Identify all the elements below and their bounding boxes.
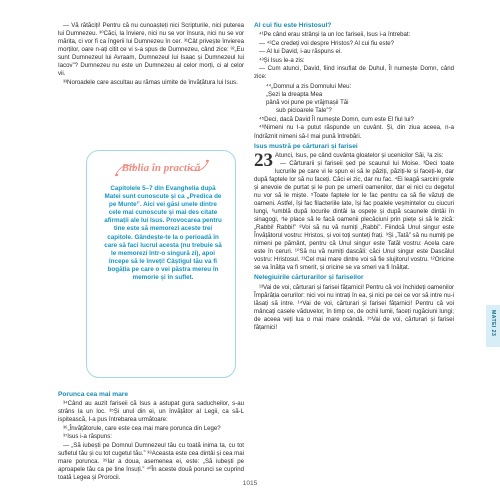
paragraph: ⁴³Și Isus le-a zis: — [259, 56, 305, 64]
paragraph: — „Să iubești pe Domnul Dumnezeul tău cu toată inima ta, cu tot sufletul tău și cu tot cugetul tău.” ³⁸Aceasta este cea dintâi și cea mai mare porunca. ³⁹Iar a doua, asemenea ei, este: „Să iubești pe aproapele tău ca pe tine însuți.” ⁴⁰În aceste două porunci se cuprind toată Legea și Prorocii. — [58, 441, 244, 481]
section-heading: Al cui fiu este Hristosul? — [254, 22, 332, 29]
poem-line: sub picioarele Tale”? — [276, 106, 332, 114]
paragraph: ⁴⁶Nimeni nu I-a putut răspunde un cuvânt. Și, din ziua aceea, n-a îndrăznit nimeni să-I mai pună întrebări. — [254, 124, 454, 140]
right-column — [254, 22, 454, 332]
left-column-section — [58, 389, 244, 482]
left-column — [58, 22, 244, 87]
paragraph: ⁴¹Pe când erau strânși la un loc fariseii, Isus i-a întrebat: — [259, 31, 411, 39]
chapter-text: Atunci, Isus, pe când cuvânta gloatelor și ucenicilor Săi, ²a zis: — [275, 151, 444, 159]
paragraph: — Al lui David, i-au răspuns ei. — [259, 48, 342, 56]
side-tab-label: MATEI 23 — [490, 309, 496, 337]
page-number: 1015 — [242, 480, 258, 487]
flourish-icon — [113, 156, 211, 180]
box-title: Biblia în practică — [121, 162, 201, 174]
box-header — [87, 156, 235, 180]
poem-line: „Șezi la dreapta Mea — [266, 90, 323, 98]
poem-line: ⁴⁴„Domnul a zis Domnului Meu: — [266, 82, 352, 90]
paragraph: — ⁴²Ce credeți voi despre Hristos? Al cui fiu este? — [259, 39, 395, 47]
paragraph: ³⁶„Învățătorule, care este cea mai mare porunca din Lege? — [63, 424, 221, 432]
paragraph: — Vă rătăciți! Pentru că nu cunoașteți nici Scripturile, nici puterea lui Dumnezeu. ³⁰Căci, la înviere, nici nu se vor însura, nici nu se vor mărita, ci vor fi ca îngerii lui Dumnezeu în cer. ³¹Cât privește învierea morților, oare n-ați citit ce vi s-a spus de Dumnezeu, când zice: ³²„Eu sunt Dumnezeul lui Avraam, Dumnezeul lui Isaac și Dumnezeul lui Iacov”? Dumnezeu nu este un Dumnezeu al celor morți, ci al celor vii. — [58, 22, 244, 78]
box-text: Capitolele 5–7 din Evanghelia după Matei sunt cunoscute și ca „Predica de pe Munte”. Aici vei găsi unele dintre cele mai cunoscute și mai des citate afirmații ale lui Isus. Provocarea pentru tine este să memorezi aceste trei capitole. Gândește-te la o perioadă în care să faci lucrul acesta (nu trebuie să le memorezi într-o singură zi), apoi începe să le înveți! Câștigul tău va fi bogăția pe care o vei păstra mereu în memorie și în suflet. — [104, 185, 222, 282]
section-heading: Nelegiuirile cărturarilor și fariseilor — [254, 274, 364, 282]
paragraph: — Cum atunci, David, fiind insuflat de Duhul, Îl numește Domn, când zice: — [254, 64, 454, 80]
chapter-start — [254, 149, 454, 171]
poem-line: până voi pune pe vrăjmașii Tăi — [266, 98, 349, 106]
paragraph: ³³Noroadele care ascultau au rămas uimite de învățătura lui Isus. — [63, 78, 238, 86]
section-heading: Porunca cea mai mare — [58, 391, 129, 398]
paragraph: ³⁷Isus i-a răspuns: — [63, 433, 112, 441]
section-heading: Isus mustră pe cărturari și farisei — [254, 142, 358, 150]
paragraph: — Cărturarii și fariseii șed pe scaunul lui Moise. ³Deci toate lucrurile pe care vi le spun ei să le păziți, păziți-le și faceți-le, dar după faptele lor să nu faceți. Căci ei zic, dar nu fac. ⁴Ei leagă sarcini grele și anevoie de purtat și le pun pe umerii oamenilor, dar ei nici cu degetul nu vor să le miște. ⁵Toate faptele lor le fac pentru ca să fie văzuți de oameni. Astfel, își fac filacteriile late, își fac poalele veșmintelor cu ciucuri lungi, ⁶umblă după locurile dintâi la ospețe și după scaunele dintâi în sinagogi, ⁷le place să le facă oamenii plecăciuni prin piețe și să le zică: „Rabbi! Rabbi!” ⁸Voi să nu vă numiți „Rabbi”. Fiindcă Unul singur este Învățătorul vostru: Hristos, și voi toți sunteți frați. ⁹Și „Tată” să nu numiți pe nimeni pe pământ, pentru că Unul singur este Tatăl vostru: Acela care este în ceruri. ¹⁰Să nu vă numiți dascăli: căci Unul singur este Dascălul vostru: Hristosul. ¹¹Cel mai mare dintre voi să fie slujitorul vostru. ¹²Oricine se va înălța va fi smerit, și oricine se va smeri va fi înălțat. — [254, 159, 454, 272]
paragraph: ³⁴Când au auzit fariseii că Isus a astupat gura saducheilor, s-au strâns la un loc. ³⁵Și unul din ei, un învățător al Legii, ca să-L ispitească, I-a pus întrebarea următoare: — [58, 400, 244, 424]
bible-in-practice-box — [86, 150, 236, 378]
paragraph: ¹³Vai de voi, cărturari și farisei fățarnici! Pentru că voi închideți oamenilor Împărăția cerurilor: nici voi nu intrați în ea, și nici pe cei ce vor să intre nu-i lăsați să intre. ¹⁴Vai de voi, cărturari și farisei fățarnici! Pentru că voi mâncați casele văduvelor, în timp ce, de ochii lumii, faceți rugăciuni lungi; de aceea veți lua o mai mare osândă. ¹⁵Vai de voi, cărturari și farisei fățarnici! — [254, 283, 454, 331]
chapter-number: 23 — [254, 149, 273, 171]
paragraph: ⁴⁵Deci, dacă David Îl numește Domn, cum este El fiul lui? — [259, 116, 414, 124]
poem-quote — [254, 83, 454, 115]
